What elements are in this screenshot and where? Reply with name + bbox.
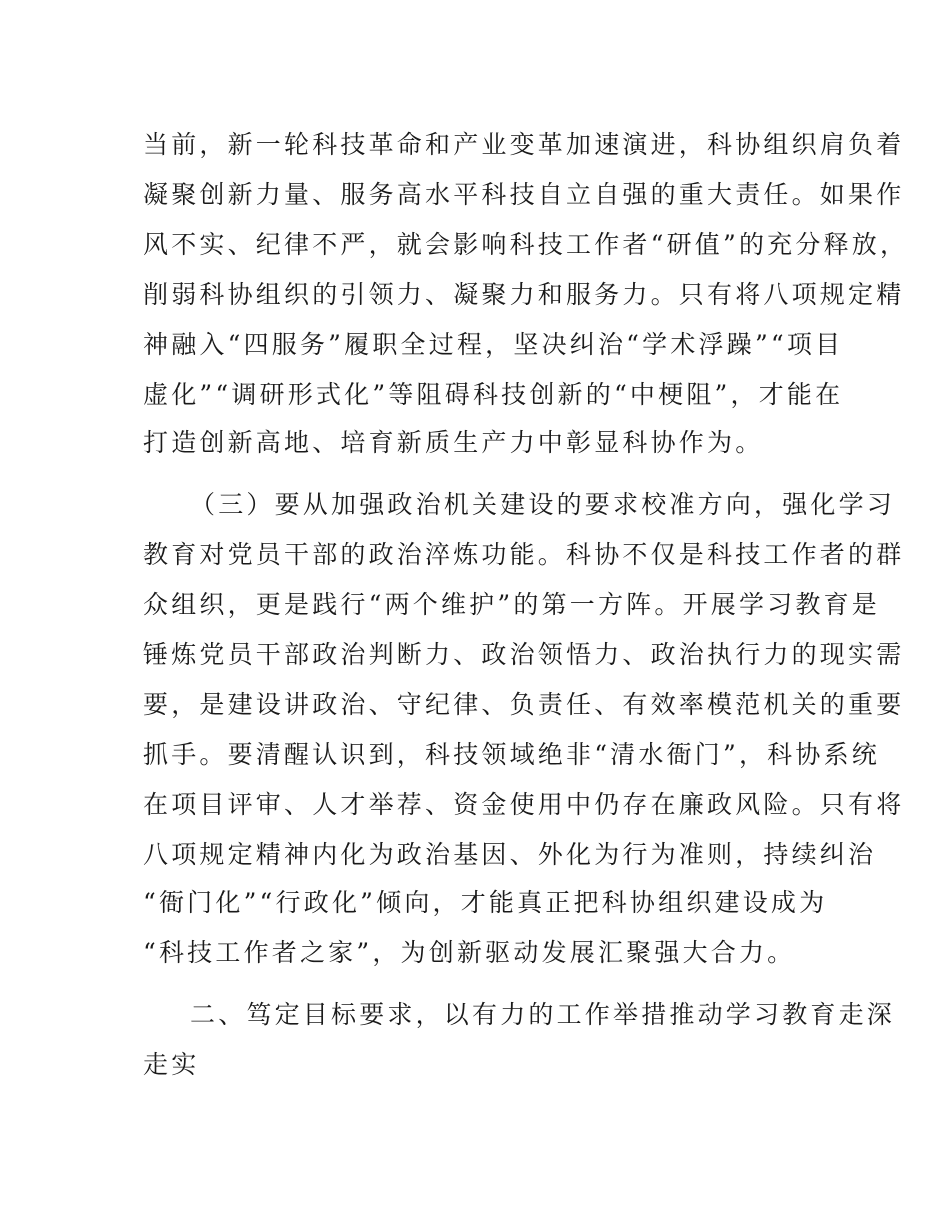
paragraph-line: 教育对党员干部的政治淬炼功能。科协不仅是科技工作者的群	[143, 540, 905, 569]
heading-line: 二、笃定目标要求，以有力的工作举措推动学习教育走深	[190, 1000, 896, 1029]
paragraph-line: 八项规定精神内化为政治基因、外化为行为准则，持续纠治	[143, 840, 877, 869]
paragraph-line: 打造创新高地、培育新质生产力中彰显科协作为。	[143, 428, 764, 457]
paragraph-line: 神融入“四服务”履职全过程，坚决纠治“学术浮躁”“项目	[143, 330, 844, 359]
paragraph-line: 众组织，更是践行“两个维护”的第一方阵。开展学习教育是	[143, 590, 880, 619]
paragraph-line: 锤炼党员干部政治判断力、政治领悟力、政治执行力的现实需	[143, 640, 905, 669]
paragraph-line: 在项目评审、人才举荐、资金使用中仍存在廉政风险。只有将	[143, 790, 905, 819]
paragraph-line: “科技工作者之家”，为创新驱动发展汇聚强大合力。	[143, 938, 796, 967]
paragraph-line: （三）要从加强政治机关建设的要求校准方向，强化学习	[190, 490, 896, 519]
paragraph-line: 要，是建设讲政治、守纪律、负责任、有效率模范机关的重要	[143, 690, 905, 719]
paragraph-line: 风不实、纪律不严，就会影响科技工作者“研值”的充分释放，	[143, 230, 909, 259]
paragraph-line: 抓手。要清醒认识到，科技领域绝非“清水衙门”，科协系统	[143, 740, 880, 769]
paragraph-line: 削弱科协组织的引领力、凝聚力和服务力。只有将八项规定精	[143, 280, 905, 309]
paragraph-line: 当前，新一轮科技革命和产业变革加速演进，科协组织肩负着	[143, 130, 905, 159]
paragraph-line: 凝聚创新力量、服务高水平科技自立自强的重大责任。如果作	[143, 180, 905, 209]
paragraph-line: 虚化”“调研形式化”等阻碍科技创新的“中梗阻”，才能在	[143, 380, 844, 409]
heading-line: 走实	[143, 1050, 200, 1079]
paragraph-line: “衙门化”“行政化”倾向，才能真正把科协组织建设成为	[143, 888, 828, 917]
